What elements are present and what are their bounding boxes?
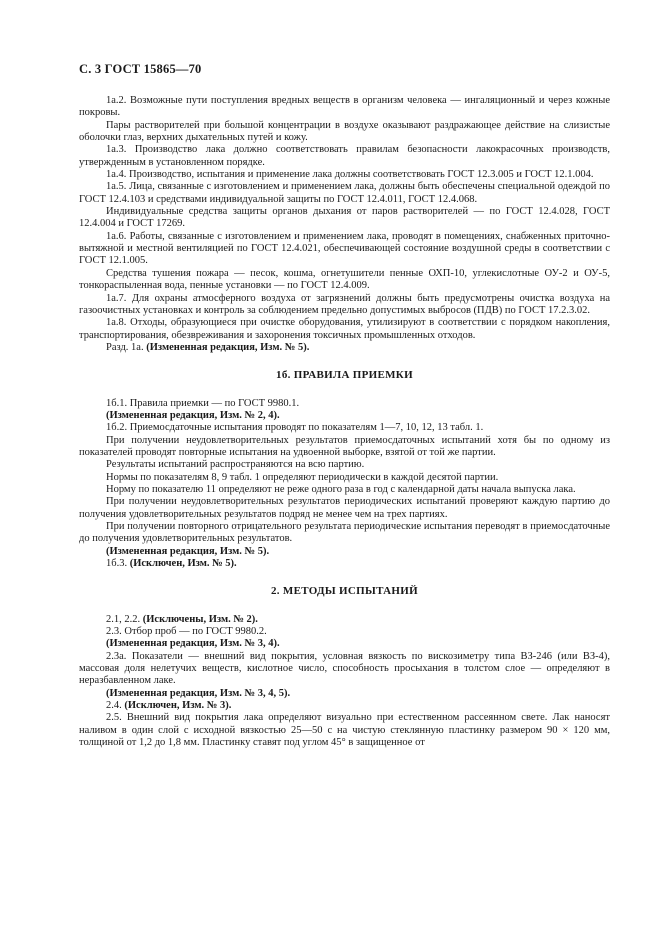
clause-number: 1б.3. xyxy=(106,558,128,570)
amendment-note: (Измененная редакция, Изм. № 5). xyxy=(106,545,270,557)
paragraph-1a8: 1а.8. Отходы, образующиеся при очистке оборудования, утилизируют в соответствии с порядком накопления, транспортирования, обезвреживания и захоронения токсичных промышленных отходов. xyxy=(79,317,610,341)
paragraph-1a7: 1а.7. Для охраны атмосферного воздуха от загрязнений должны быть предусмотрены очистка воздуха на газоочистных установках и контроль за соблюдением предельно допустимых выбросов (ПДВ) по ГОСТ 17.2.3.02. xyxy=(79,292,610,316)
paragraph-section-1a-amendment xyxy=(79,342,610,354)
paragraph-2-4 xyxy=(79,700,610,712)
paragraph-2-5: 2.5. Внешний вид покрытия лака определяют визуально при естественном рассеянном свете. Лак наносят наливом в один слой с исходной вязкостью 25—50 с на чистую стеклянную пластинку размером 90 × 120 мм, толщиной от 1,2 до 1,8 мм. Пластинку ставят под углом 45° в защищенное от xyxy=(79,712,610,749)
paragraph-1a6: 1а.6. Работы, связанные с изготовлением и применением лака, проводят в помещениях, снабженных приточно-вытяжной и местной вентиляцией по ГОСТ 12.4.021, обеспечивающей состояние воздушной среды в соответствии с ГОСТ 12.1.005. xyxy=(79,230,610,267)
paragraph-solvent-vapors: Пары растворителей при большой концентрации в воздухе оказывают раздражающее действие на слизистые оболочки глаз, верхних дыхательных путей и кожу. xyxy=(79,119,610,144)
paragraph-1a3: 1а.3. Производство лака должно соответствовать правилам безопасности лакокрасочных производств, утвержденным в установленном порядке. xyxy=(79,144,610,168)
paragraph-1a5: 1а.5. Лица, связанные с изготовлением и применением лака, должны быть обеспечены специальной одеждой по ГОСТ 12.4.103 и средствами индивидуальной защиты по ГОСТ 12.4.011, ГОСТ 12.4.068. xyxy=(79,181,610,205)
paragraph-norm-11: Норму по показателю 11 определяют не реже одного раза в год с календарной даты начала выпуска лака. xyxy=(106,483,576,495)
paragraph-retest: При получении неудовлетворительных результатов приемосдаточных испытаний хотя бы по одному из показателей проводят повторные испытания на удвоенной выборке, взятой от той же партии. xyxy=(79,434,610,458)
document-body xyxy=(79,95,610,750)
paragraph-1b1: 1б.1. Правила приемки — по ГОСТ 9980.1. xyxy=(106,397,300,409)
paragraph-periodic-norms: Нормы по показателям 8, 9 табл. 1 определяют периодически в каждой десятой партии. xyxy=(106,471,499,483)
paragraph-2-3a: 2.3а. Показатели — внешний вид покрытия, условная вязкость по вискозиметру типа ВЗ-246 (или ВЗ-4), массовая доля нелетучих веществ, кислотное число, способность просыхания в толстом слое — определяют в неразбавленном лаке. xyxy=(79,650,610,687)
amendment-note: (Исключен, Изм. № 5). xyxy=(129,558,237,570)
clause-number: 2.4. xyxy=(106,700,122,712)
amendment-note: (Измененная редакция, Изм. № 2, 4). xyxy=(106,409,280,421)
paragraph-results-scope: Результаты испытаний распространяются на всю партию. xyxy=(106,459,365,471)
amendment-note: (Измененная редакция, Изм. № 3, 4). xyxy=(106,638,280,650)
amendment-note: (Исключен, Изм. № 3). xyxy=(124,700,232,712)
paragraph-respiratory-protection: Индивидуальные средства защиты органов дыхания от паров растворителей — по ГОСТ 12.4.028, ГОСТ 12.4.004 и ГОСТ 17269. xyxy=(79,206,610,230)
amendment-note: (Измененная редакция, Изм. № 5). xyxy=(146,341,310,353)
amendment-prefix: Разд. 1а. xyxy=(106,341,144,353)
section-title-acceptance: 1б. ПРАВИЛА ПРИЕМКИ xyxy=(276,369,413,382)
paragraph-repeat-failure: При получении повторного отрицательного результата периодические испытания переводят в приемосдаточные до получения удовлетворительных результатов. xyxy=(79,521,610,545)
paragraph-1b2: 1б.2. Приемосдаточные испытания проводят по показателям 1—7, 10, 12, 13 табл. 1. xyxy=(106,422,484,434)
page-header: С. 3 ГОСТ 15865—70 xyxy=(79,62,202,76)
paragraph-periodic-failure: При получении неудовлетворительных результатов периодических испытаний проверяют каждую партию до получения удовлетворительных результатов подряд не менее чем на трех партиях. xyxy=(79,496,610,520)
amendment-note: (Исключены, Изм. № 2). xyxy=(142,613,258,625)
paragraph-2-3: 2.3. Отбор проб — по ГОСТ 9980.2. xyxy=(106,626,267,638)
paragraph-2-1-2-2 xyxy=(79,614,610,626)
paragraph-1b3 xyxy=(79,558,610,570)
paragraph-fire-extinguishing: Средства тушения пожара — песок, кошма, огнетушители пенные ОХП-10, углекислотные ОУ-2 и ОУ-5, тонкораспыленная вода, пенные установки — по ГОСТ 12.4.009. xyxy=(79,267,610,292)
section-title-test-methods: 2. МЕТОДЫ ИСПЫТАНИЙ xyxy=(271,585,418,598)
amendment-note: (Измененная редакция, Изм. № 3, 4, 5). xyxy=(106,687,291,699)
paragraph-1a4: 1а.4. Производство, испытания и применение лака должны соответствовать ГОСТ 12.3.005 и ГОСТ 12.1.004. xyxy=(106,169,594,181)
clause-number: 2.1, 2.2. xyxy=(106,613,141,625)
paragraph-1a2: 1а.2. Возможные пути поступления вредных веществ в организм человека — ингаляционный и через кожные покровы. xyxy=(79,95,610,119)
